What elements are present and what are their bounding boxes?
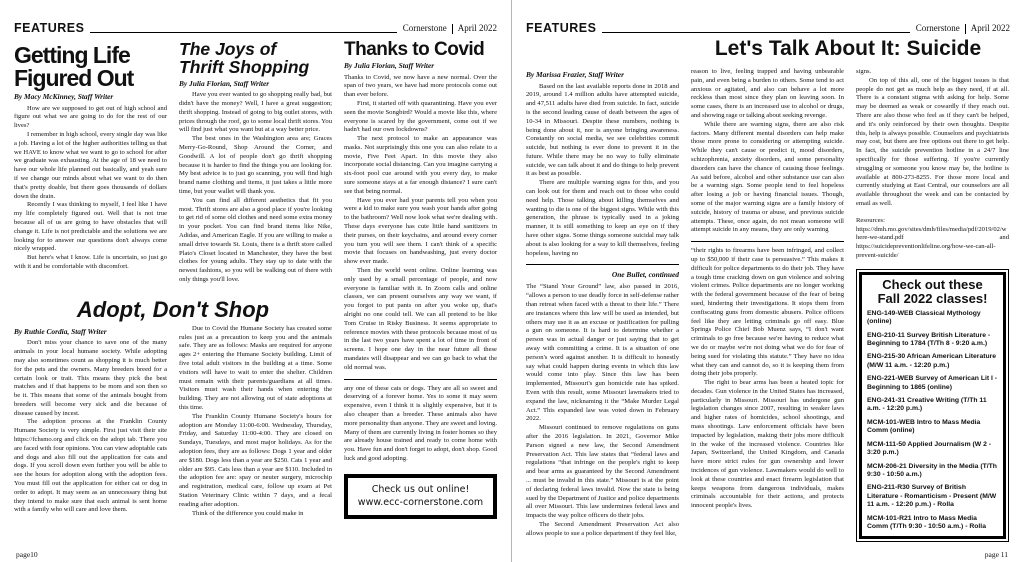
fall-classes-list [867, 310, 998, 532]
byline: By Julia Florian, Staff Writer [179, 78, 270, 88]
adopt-article-row [14, 325, 332, 519]
header-rule [90, 32, 396, 33]
title-line: The Joys of [179, 39, 277, 59]
one-bullet-body-col1 [526, 283, 679, 538]
paragraph: Thanks to Covid, we now have a new normal. Over the span of two years, we have had more protocols come out than ever before. [344, 73, 497, 99]
header-rule [602, 32, 909, 33]
paragraph: Recently I was thinking to myself, I feel like I have my life completely figured out. Well that is not true because all of us are going to have obstacles that will change it. Life is not predictable and the solutions we are looking for to answer our questions don't always come nicely wrapped. [14, 201, 167, 253]
column-divider-rule [691, 241, 844, 242]
paragraph: MCM-101-WEB Intro to Mass Media Comm (online) [867, 418, 981, 435]
adopt-title: Adopt, Don't Shop [76, 296, 270, 322]
paragraph: Have you ever wanted to go shopping really bad, but didn't have the money? Well, I have a great suggestion; thrift shopping. Instead of going to big outlet stores, with prices through the roof, go to some local thrift stores. You will find just what you want but at a way better price. [179, 91, 332, 134]
paragraph: The adoption process at the Franklin County Humane Society is very simple. First just visit their site https://fchsmo.org and click on the adopt tab. There you are faced with four opinions. You can view adoptable cats and dogs and also fill out the application for cats and dogs. If you scroll down even further you will be able to see the hours for adoption along with the adoption fees. You must fill out the application for either cat or dog in order to adopt. It may seem as an unnecessary thing but they intend to make sure that each animal is sent home with a family who will care and love them. [14, 418, 167, 514]
fall-classes-title [867, 278, 998, 307]
column-divider-rule [526, 264, 679, 265]
article-body [14, 339, 167, 515]
getting-life-title [14, 44, 167, 89]
right-column-3 [856, 68, 1009, 542]
column-divider-rule [344, 379, 497, 380]
article-thanks-to-covid [344, 40, 497, 373]
paragraph: On top of this all, one of the biggest issues is that people do not get as much help as they need, if at all. There is a constant stigma with asking for help. Some may be deemed as weak or cowardly if they reach out. There are also those who feel as if they can't be helped, and it's only reinforced by their own thoughts. Despite this, help is always possible. Counselors and psychiatrists may cost, but there are free options out there to get help. In fact, the suicide prevention hotline in a 24/7 line specifically for those suffering. If you're currently struggling or someone you know may be, the hotline is available at 800-273-8255. For those more local and currently studying at East Central, our counselors are all available throughout the week and can be contacted by email as well. [856, 76, 1009, 207]
promo-url: www.ecc-cornerstone.com [357, 496, 484, 508]
paragraph: MCM-206-21 Diversity in the Media (T/Th 9:30 - 10:50 a.m.) [867, 462, 997, 478]
right-page-body [526, 68, 1010, 542]
paragraph: The Second Amendment Preservation Act also allows people to sue a police department if they feel like, [526, 520, 679, 537]
one-bullet-continued-label: One Bullet, continued [611, 270, 679, 280]
covid-title: Thanks to Covid [344, 39, 485, 60]
paragraph: Think of the difference you could make in [192, 509, 304, 517]
paragraph: The right to bear arms has been a heated topic for decades. Gun violence in the United States has increased, particularly in Missouri. Missouri has undergone gun legislation changes since 2007, resulting in weaker laws and higher rates of homicides, school shootings, and mass shootings. Law enforcement officials have been impacted by legislation, making their jobs more difficult in the wake of the increased violence. Countries like Japan, Switzerland, the United Kingdom, and Canada have more strict rules for gun ownership and lower incidences of gun violence. Lawmakers would do well to look at these countries and enact firearm legislation that keeps weapons from dangerous individuals, makes criminals accountable for their actions, and protects innocent people's lives. [691, 379, 844, 510]
suicide-body-col3 [856, 68, 1009, 209]
fall-classes-title-line1: Check out these [882, 276, 983, 292]
left-two-columns [14, 38, 332, 519]
left-page-body [14, 38, 497, 519]
paragraph: ENG-221-WEB Survey of American Lit I - Beginning to 1865 (online) [867, 375, 998, 391]
paragraph: “their rights to firearms have been infringed, and collect up to $50,000 if their case is persuasive.” This makes it difficult for police departments to do their job. They have a tough time cracking down on gun violence and solving violent crimes. Police departments are no longer working with the federal government because of the fear of being sued, hindering their investigations. It stops them from confiscating guns from domestic abusers. Police officers feel like they are letting criminals go off easy. Blue Springs Police Chief Bob Muenz says, “I don't want criminals to go free because we're having to reduce what we do or maybe we're not doing what we do for fear of being sued for violating this statute.” They have no idea what they can and cannot do, so it is keeping them from doing their jobs properly. [691, 247, 844, 378]
article-body [14, 105, 167, 272]
masthead-name: Cornerstone [403, 24, 453, 34]
section-label: FEATURES [14, 20, 85, 35]
article-body [179, 325, 332, 519]
title-line: Thrift Shopping [179, 57, 310, 78]
paragraph: There are multiple warning signs for this, and you can look out for them and reach out to those who could need help. Those talking about killing themselves and wanting to die is one of the biggest signs. While with this generation, the phrase is typically used in a joking manner, it is still something to keep an eye on if they have other signs. Some things someone suicidal may talk about is also looking for a way to kill themselves, feeling hopeless, having no [526, 179, 679, 257]
masthead [403, 24, 497, 34]
masthead-issue: April 2022 [457, 23, 497, 34]
fall-classes-box [856, 269, 1009, 543]
paragraph: First, it started off with quarantining. Have you ever seen the movie Songbird? Would a movie like this, where everyone is scared by the government, come out if we hadn't had our own lockdowns? [344, 99, 497, 134]
paragraph: I remember in high school, every single day was like a job. Having a lot of the higher authorities telling us that we HAVE to know what we want to go to school for after we graduate was exhausting. At the age of 18 we need to have our whole life planned out basically, and yeah sure if we change our minds about what we want to do then that's pretty doable, but there goes thousands of dollars down the drain. [14, 130, 167, 200]
masthead-issue: April 2022 [970, 23, 1010, 34]
paragraph: ENG-215-30 African American Literature (M/W 11 a.m. - 12:20 p.m.) [867, 353, 997, 369]
paragraph: ENG-210-11 Survey British Literature - Beginning to 1784 (T/Th 8 - 9:20 a.m.) [867, 331, 991, 348]
article-thrift-shopping [179, 38, 332, 285]
paragraph: The best ones in the Washington area are; Graces Merry-Go-Round, Shop Around the Corner, and Goodwill. A lot of people don't go thrift shopping because it is harder to find the things you are looking for. My best advice is to just go scanning, you will find high brand name clothing and items, it just takes a little more time, but your wallet will thank you. [179, 135, 332, 196]
thrift-title [179, 40, 332, 77]
promo-line-1: Check us out online! [371, 483, 470, 495]
article-body [344, 74, 497, 373]
byline: By Ruthie Cordia, Staff Writer [14, 326, 107, 336]
suicide-title: Let's Talk About It: Suicide [714, 37, 982, 60]
paragraph: MCM-111-50 Applied Journalism (W 2 - 3:20 p.m.) [867, 440, 992, 457]
page-right [512, 0, 1024, 562]
masthead-name: Cornerstone [916, 24, 966, 34]
paragraph: Based on the last available reports done in 2018 and 2019, around 1.4 million adults have attempted suicide, and 47,511 adults have died from suicide. In fact, suicide is the second leading cause of death between the ages of 10-34 in Missouri. Despite these numbers, nothing is being done about it, nor is anyone bringing awareness. Constantly on social media, we see celebrities commit suicide, but nothing is ever done to prevent it in the future. While there may be no way to fully eliminate suicide, we can talk about it and do things to help prevent it as best as possible. [526, 82, 679, 178]
byline: By Julia Florian, Staff Writer [344, 61, 435, 70]
paragraph: signs. [856, 68, 872, 75]
fall-classes-box-inner [859, 272, 1006, 540]
page-number-left: page10 [16, 550, 38, 559]
top-article-row [14, 38, 332, 285]
paragraph: reason to live, feeling trapped and having unbearable pain, and even being a burden to others. Some tend to act anxious or agitated, and also can behave a lot more reckless than most since they plan on leaving soon. In some cases, there is an increased use to alcohol or drugs, and showing rage or talking about seeking revenge. [691, 68, 844, 119]
paragraph: The next protocol to make an appearance was masks. Not surprisingly this one you can also relate to a movie, Five Feet Apart. In this movie they also incorporate social distancing. Can you imagine carrying a six-foot pool cue around with you every day, to make sure someone stays at a far enough distance? I sure can't see that being normal. [344, 135, 497, 195]
paragraph: Then the world went online. Online learning was only used by a small percentage of people, and now everyone is familiar with it. In Zoom calls and online classes, we can present ourselves any way we want, if you forgot to put pants on after you woke up, that's alright no one could tell. We can all pretend to be like Tom Cruise in Risky Business. It seems appropriate to reference movies with these protocols because most of us in the last two years have spent a lot of time in front of screens. I hope one day in the near future all these mandates will disappear and we can go back to what the old normal was. [344, 267, 497, 371]
paragraph: The Franklin County Humane Society's hours for adoption are Monday 11:00-6:00. Wednesday, Thursday, Friday, and Saturday 11:00-4:00. They are closed on Sundays, Tuesdays, and most major holidays. As for the adoption fees, they are as follows: Dogs 1 year and older are $180. Dogs less than a year are $250. Cats 1 year and older are $95. Cats less than a year are $110. Included in the adoption fee are: spay or neuter surgery, microchip and registration, medical care, follow up exam at Pet Station Veterinary Clinic within 7 days, and a fecal reading after adoption. [179, 412, 332, 508]
paragraph: Have you ever had your parents tell you when you were a kid to make sure you wash your hands after going to the bathroom? Well now look what we're dealing with. These days everyone has cute little hand sanitizers in their purses, on their keychains, and around every corner you turn you will see them. I can't think of a specific movie that focuses on handwashing, just every doctor show ever made. [344, 196, 497, 266]
paragraph: But here's what I know. Life is uncertain, so just go with it and be comfortable with discomfort. [14, 254, 167, 270]
paragraph: MCM-101-R21 Intro to Mass Media Comm (T/Th 9:30 - 10:50 a.m.) - Rolla [867, 514, 986, 530]
adopt-column-1 [14, 325, 167, 519]
byline: By Macy McKinney, Staff Writer [14, 92, 114, 102]
paragraph: ENG-149-WEB Classical Mythology (online) [867, 309, 981, 326]
resources-text: Resources: https://dmh.mo.gov/sites/dmh/files/media/pdf/2019/02/where-we-stand.pdf and https://suicidepreventionlifeline.org/how-we-can-all-prevent-suicide/ [856, 216, 1009, 259]
paragraph: How are we supposed to get out of high school and figure out what we are going to do for the rest of our lives? [14, 104, 167, 130]
right-column-2 [691, 68, 844, 542]
title-line: Getting Life [14, 42, 130, 68]
paragraph: While there are warning signs, there are also risk factors. Many different mental disorders can help make those more prone to considering or attempting suicide. While they can't cause or predict it, mood disorders, schizophrenia, anxiety disorders, and some personality disorders can have the chance of causing those feelings. As said before, alcohol and other substance use can also be a warning sign. Some people tend to feel hopeless after losing a job or having financial issues. Though, some of the major warning signs are a family history of suicide, history of trauma or abuse, and previous suicide attempts. These, once again, do not mean someone will attempt suicide in any means, they are only warning [691, 120, 844, 234]
masthead [916, 24, 1010, 34]
page-header-right [526, 12, 1010, 34]
page-number-right: page 11 [984, 550, 1008, 559]
suicide-body-col2 [691, 68, 844, 235]
adopt-column-3 [344, 385, 497, 464]
paragraph: You can find all different aesthetics that fit you most. Thrift stores are also a good place if you're looking to get rid of some old clothes and need some extra money in your pocket. You can find brand items like Nike, Adidas, and American Eagle. If you are willing to make a small drive towards St. Louis, there is a thrift store called Plato's Closet located in Manchester, they have the best clothes for young adults. They stay up to date with the newest fashions, so you will be walking out of there with only things you'll love. [179, 196, 332, 283]
right-column-1 [526, 68, 679, 542]
promo-box [344, 474, 497, 520]
section-label: FEATURES [526, 20, 597, 35]
byline: By Marissa Frazier, Staff Writer [526, 70, 624, 79]
suicide-headline-row [686, 38, 1010, 68]
article-getting-life [14, 38, 167, 285]
one-bullet-body-col2 [691, 247, 844, 511]
article-body [179, 91, 332, 285]
paragraph: Due to Covid the Humane Society has created some rules just as a precaution to keep you and the animals safe. They are as follows: Masks are required for anyone ages 2+ entering the Humane Society building. Limit of five total adult visitors in the building at a time. Some visitors will have to wait to enter the shelter. Children must remain with their parents/guardians at all times. Visitors must wash their hands when entering the building. They are not allowing out of state adoptions at this time. [179, 324, 332, 411]
paragraph: Don't miss your chance to save one of the many animals in your local humane society. While adopting may also sometimes count as shopping it is much better for the pets and the owners. Many breeders breed for a certain look or trait. This means they pick the best matches and if that happens to be mom and son then so be it. This means that some of the animals bought from breeders will become very sick and die because of disease caused by incest. [14, 339, 167, 417]
paragraph: ENG-241-31 Creative Writing (T/Th 11 a.m. - 12:20 p.m.) [867, 397, 987, 413]
paragraph: any one of these cats or dogs. They are all so sweet and deserving of a forever home. Yes to some it may seem expensive, even I think it is slightly expensive, but it is also cheaper than a breeder. These animals also have more personality than anyone. They are sweet and loving. Many of them are currently living in foster homes so they are already house trained and ready to come home with you. Have fun and don't forget to adopt, don't shop. Good luck and good adopting. [344, 384, 497, 462]
paragraph: The “Stand Your Ground” law, also passed in 2016, “allows a person to use deadly force in self-defense rather than retreat when faced with a threat to their life.” There are instances where this law will be used as intended, but others may use it as an excuse or justification for pulling a gun on someone. It is hard to determine whether a person was in actual danger or just saying that to get away with committing a crime. It is a situation of one person's word against another. It is difficult to honestly say what could happen during events in which this law would come into play. Since this law has been implemented, Missouri's gun homicide rate has spiked. Even with this result, some Missouri lawmakers tried to expand the law, nicknaming it the “Make Murder Legal Act.” This expanded law was voted down in February 2022. [526, 283, 679, 423]
adopt-column-2 [179, 325, 332, 519]
title-line: Figured Out [14, 64, 134, 91]
paragraph: Missouri continued to remove regulations on guns after the 2016 legislation. In 2021, Governor Mike Parson signed a new law, the Second Amendment Preservation Act. This law states that “federal laws and regulations “that infringe on the people's right to keep and bear arms as guaranteed by the Second Amendment ... must be invalid in this state.” Missouri is at the point of declaring federal laws invalid. Now the state is being sued by the Department of Justice and police departments all over Missouri. This law undermines federal laws and impacts the way police officers do their jobs. [526, 424, 679, 520]
paragraph: ENG-211-R30 Survey of British Literature - Romanticism - Present (M/W 11 a.m. - 12:20 p.m.) - Rolla [867, 484, 997, 509]
left-column-3 [344, 38, 497, 519]
page-header-left [14, 12, 497, 34]
suicide-body-col1 [526, 83, 679, 259]
fall-classes-title-line2: Fall 2022 classes! [877, 291, 988, 307]
